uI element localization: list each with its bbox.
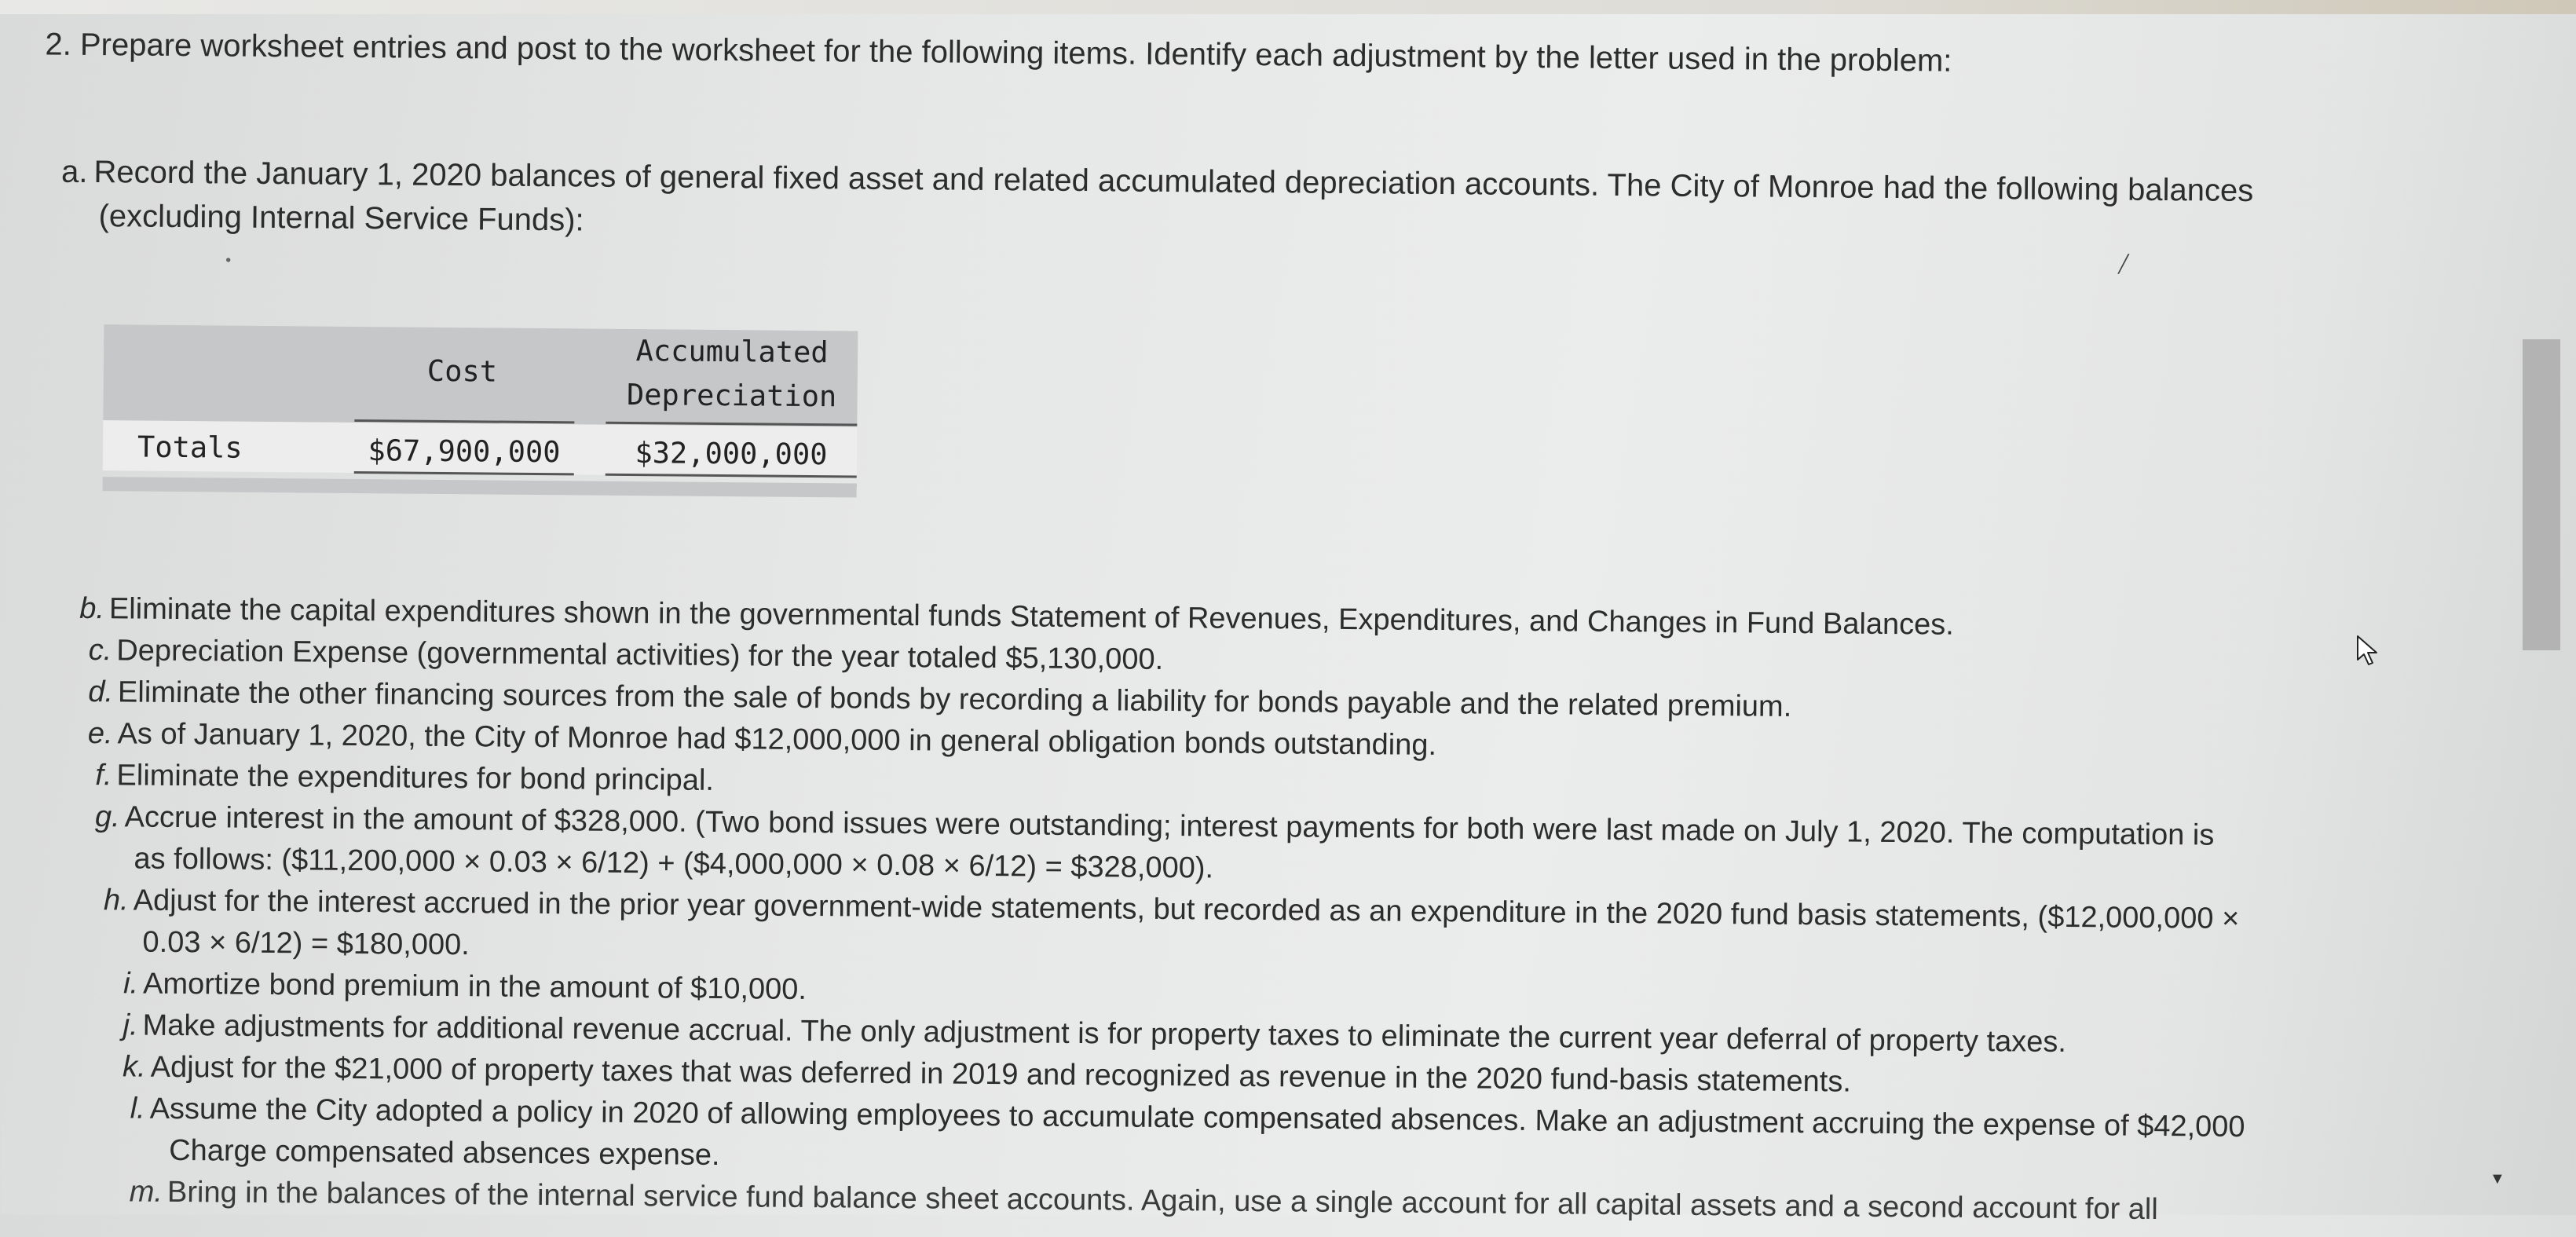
- item-label: g.: [94, 800, 120, 834]
- row-label: Totals: [137, 430, 243, 465]
- item-label: e.: [87, 717, 113, 751]
- item-label: i.: [123, 967, 139, 1001]
- header-accumulated-depreciation: [606, 329, 858, 419]
- item-a-text-line1: Record the January 1, 2020 balances of general fixed asset and related accumulated depreciation accounts. The City of Monroe had the following balances: [93, 155, 2254, 209]
- balances-table: [103, 324, 858, 497]
- item-text-line2: as follows: ($11,200,000 × 0.03 × 6/12) + ($4,000,000 × 0.08 × 6/12) = $328,000).: [134, 842, 1214, 885]
- item-a: [60, 150, 2402, 258]
- item-text: Depreciation Expense (governmental activities) for the year totaled $5,130,000.: [116, 634, 1164, 676]
- item-text: Eliminate the expenditures for bond principal.: [116, 759, 715, 797]
- item-label: d.: [88, 675, 114, 709]
- item-text-line1: Accrue interest in the amount of $328,000. (Two bond issues were outstanding; interest payments for both were last made on July 1, 2020. The computation is: [124, 800, 2215, 852]
- item-label: f.: [95, 759, 112, 792]
- adjustment-items-list: [75, 588, 2420, 1233]
- header-accumulated-line1: Accumulated: [635, 334, 829, 370]
- table-header: [103, 324, 858, 426]
- item-a-label: a.: [60, 154, 88, 189]
- header-cost: Cost: [426, 353, 498, 389]
- item-label: m.: [129, 1175, 163, 1209]
- item-text-line2: Charge compensated absences expense.: [169, 1133, 720, 1173]
- item-text: Adjust for the $21,000 of property taxes that was deferred in 2019 and recognized as revenue in the 2020 fund-basis statements.: [150, 1050, 1852, 1099]
- question-heading: 2. Prepare worksheet entries and post to the worksheet for the following items. Identify each adjustment by the letter used in the problem:: [45, 27, 1952, 79]
- header-accumulated-line2: Depreciation: [626, 377, 837, 414]
- item-text: Bring in the balances of the internal service fund balance sheet accounts. Again, use a single account for all capital assets and a second account for all: [166, 1175, 2158, 1227]
- stray-mark: •: [225, 251, 232, 269]
- item-text-line1: Assume the City adopted a policy in 2020 of allowing employees to accumulate compensated absences. Make an adjustment accruing the expense of $42,000: [149, 1092, 2245, 1144]
- item-label: b.: [79, 591, 105, 626]
- item-label: l.: [130, 1092, 145, 1125]
- item-label: j.: [123, 1008, 138, 1042]
- cost-total: $67,900,000: [368, 434, 561, 470]
- item-text: Amortize bond premium in the amount of $10,000.: [142, 967, 807, 1007]
- item-text-line2: 0.03 × 6/12) = $180,000.: [142, 925, 470, 962]
- scroll-down-arrow-icon[interactable]: ▼: [2490, 1170, 2505, 1188]
- item-label: k.: [122, 1050, 146, 1084]
- stray-mark: ╱: [2118, 254, 2129, 274]
- scrollbar-thumb[interactable]: [2523, 339, 2560, 650]
- item-text: Make adjustments for additional revenue accrual. The only adjustment is for property taxes to eliminate the current year deferral of property taxes.: [142, 1008, 2067, 1060]
- item-text: Eliminate the capital expenditures shown in the governmental funds Statement of Revenues, Expenditures, and Changes in Fund Balances.: [108, 592, 1955, 642]
- item-text: Eliminate the other financing sources from the sale of bonds by recording a liability for bonds payable and the related premium.: [117, 675, 1792, 723]
- accumulated-depreciation-total: $32,000,000: [635, 436, 828, 472]
- item-label: h.: [103, 884, 129, 917]
- item-text: As of January 1, 2020, the City of Monroe had $12,000,000 in general obligation bonds outstanding.: [117, 717, 1437, 762]
- item-label: c.: [88, 634, 112, 668]
- item-text-line1: Adjust for the interest accrued in the prior year government-wide statements, but recorded as an expenditure in the 2020 fund basis statements, ($12,000,000 ×: [133, 884, 2240, 935]
- table-row: [103, 420, 858, 477]
- item-a-text-line2: (excluding Internal Service Funds):: [98, 199, 584, 238]
